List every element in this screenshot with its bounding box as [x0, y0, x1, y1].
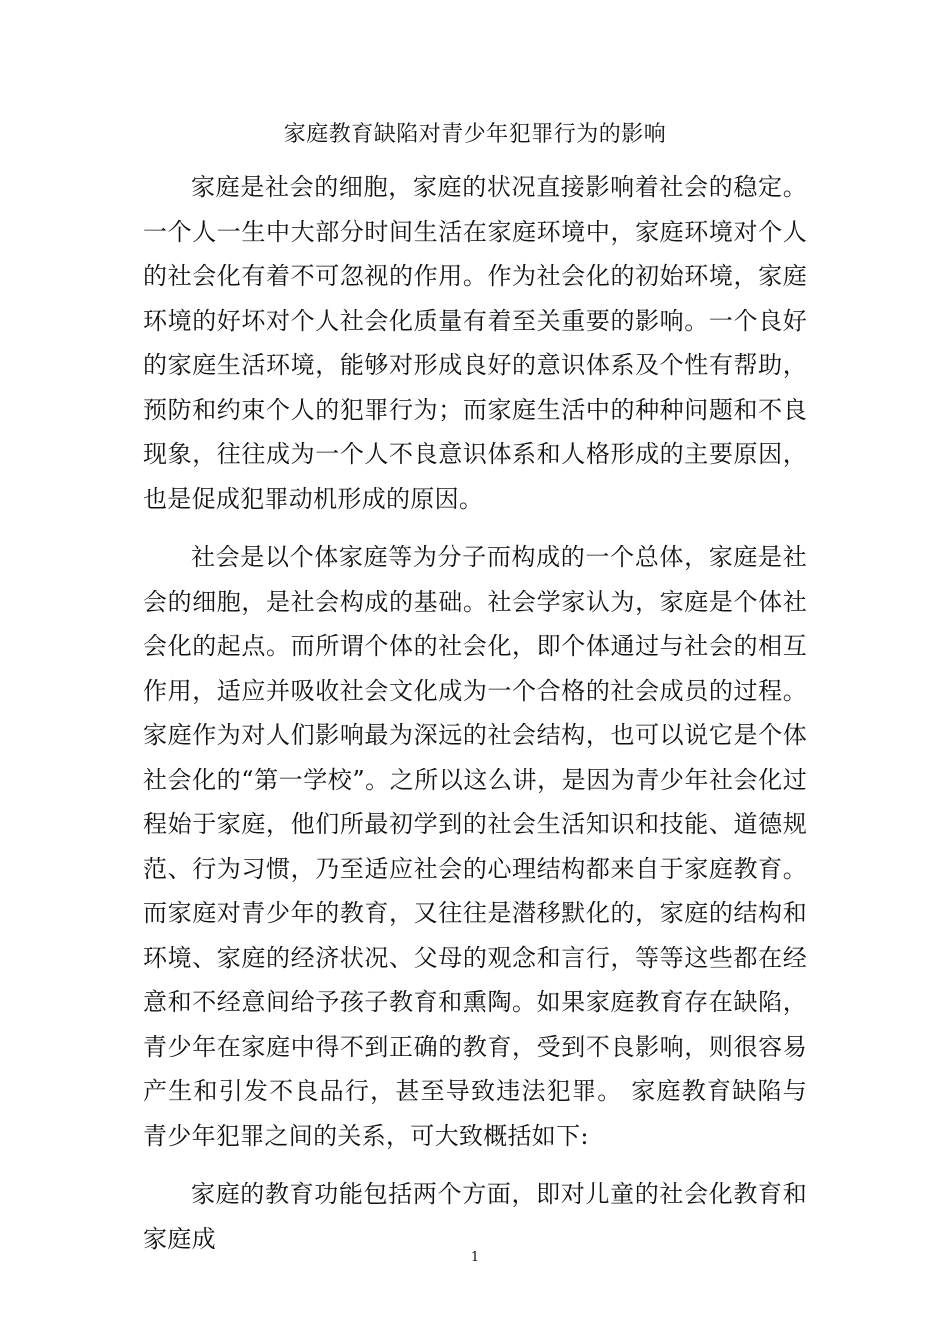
- paragraph-2: 社会是以个体家庭等为分子而构成的一个总体，家庭是社会的细胞，是社会构成的基础。社会学家认为，家庭是个体社会化的起点。而所谓个体的社会化，即个体通过与社会的相互作用，适应并吸收社会文化成为一个合格的社会成员的过程。 家庭作为对人们影响最为深远的社会结构，也可以说它是个体社会化的“第一学校”。之所以这么讲，是因为青少年社会化过程始于家庭，他们所最初学到的社会生活知识和技能、道德规范、行为习惯，乃至适应社会的心理结构都来自于家庭教育。而家庭对青少年的教育，又往往是潜移默化的，家庭的结构和环境、家庭的经济状况、父母的观念和言行，等等这些都在经意和不经意间给予孩子教育和熏陶。如果家庭教育存在缺陷，青少年在家庭中得不到正确的教育，受到不良影响，则很容易产生和引发不良品行，甚至导致违法犯罪。 家庭教育缺陷与青少年犯罪之间的关系，可大致概括如下:: [143, 543, 807, 1150]
- document-body: [143, 165, 807, 1261]
- page-number: 1: [470, 1250, 480, 1265]
- document-title: 家庭教育缺陷对青少年犯罪行为的影响: [283, 122, 667, 147]
- paragraph-3: 家庭的教育功能包括两个方面，即对儿童的社会化教育和家庭成: [143, 1180, 807, 1253]
- paragraph-1: 家庭是社会的细胞，家庭的状况直接影响着社会的稳定。一个人一生中大部分时间生活在家庭环境中，家庭环境对个人的社会化有着不可忽视的作用。作为社会化的初始环境，家庭环境的好坏对个人社会化质量有着至关重要的影响。一个良好的家庭生活环境，能够对形成良好的意识体系及个性有帮助，预防和约束个人的犯罪行为；而家庭生活中的种种问题和不良现象，往往成为一个人不良意识体系和人格形成的主要原因，也是促成犯罪动机形成的原因。: [143, 173, 807, 513]
